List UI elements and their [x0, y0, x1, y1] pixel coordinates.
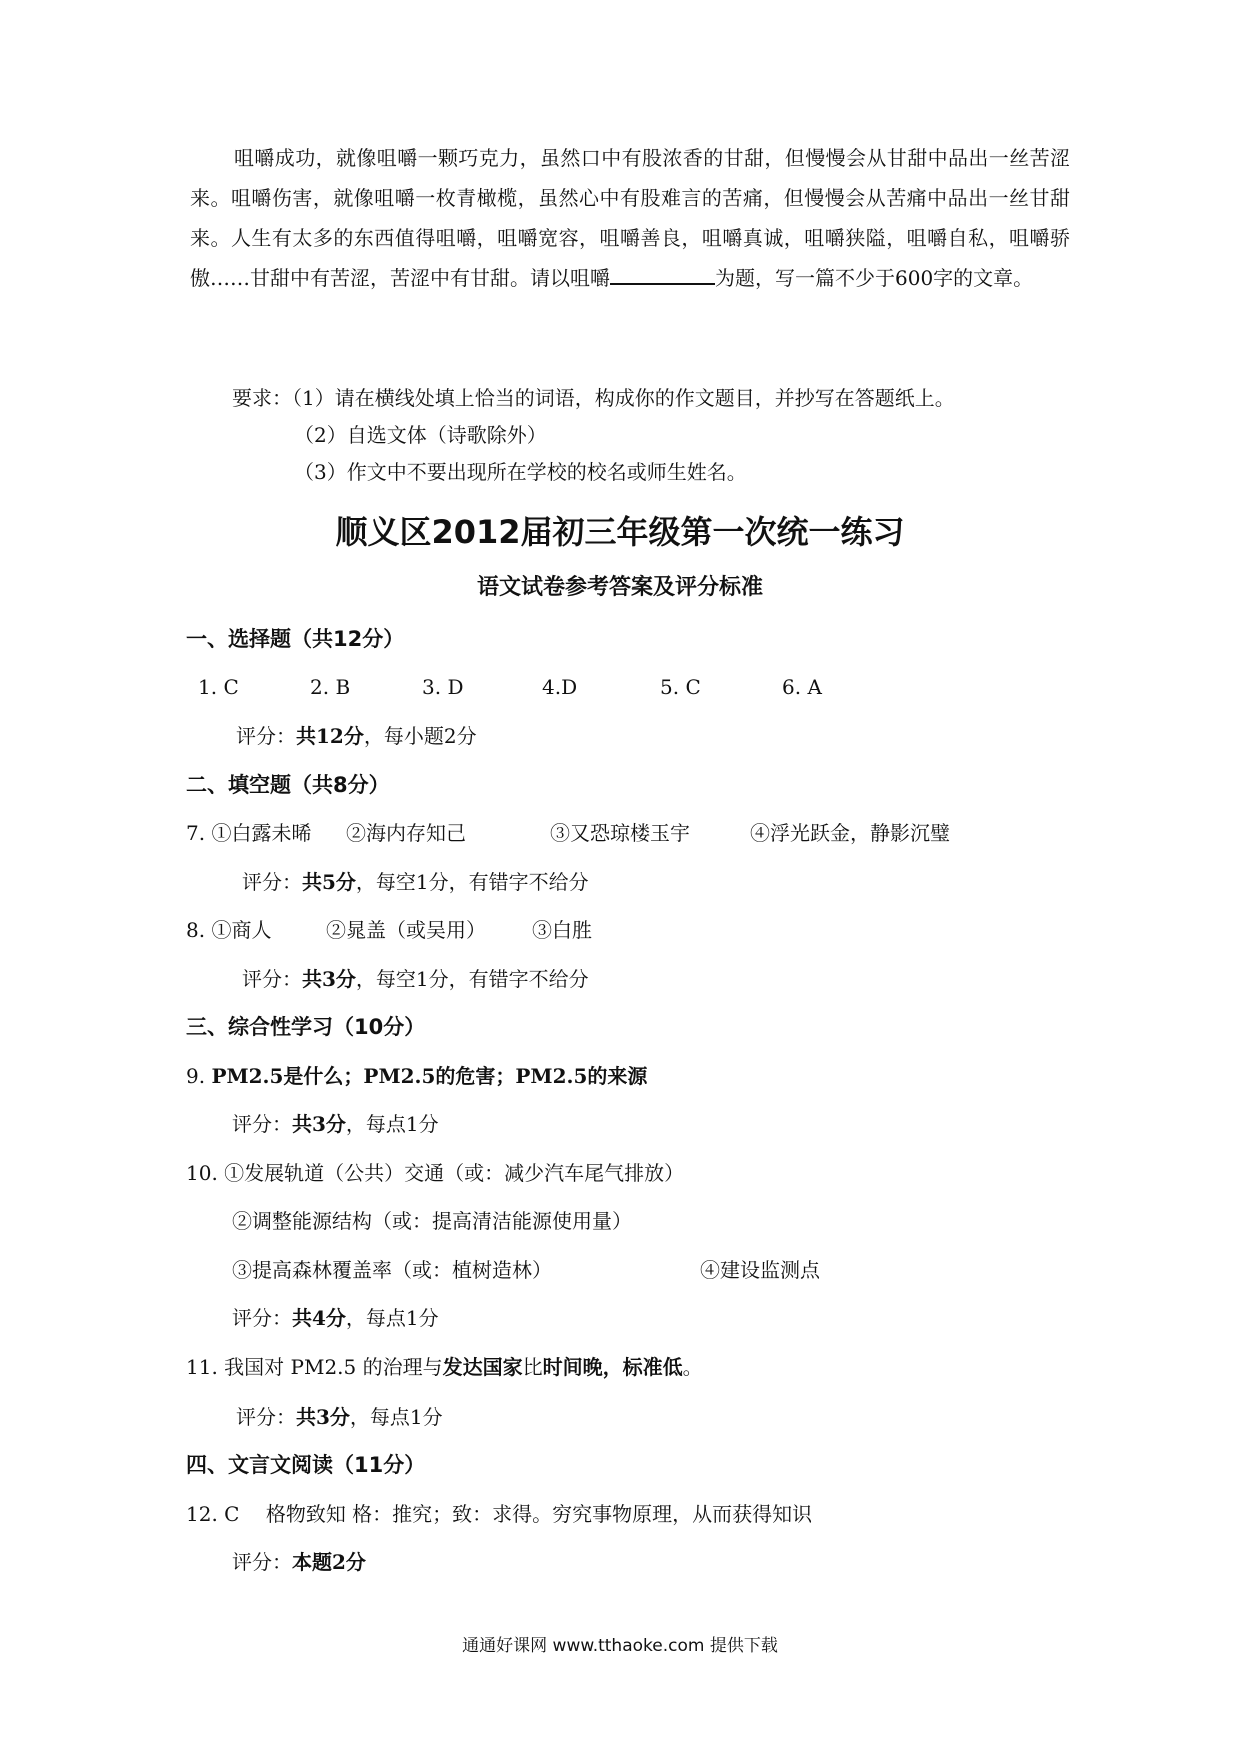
q10-answer-1: 10. ①发展轨道（公共）交通（或：减少汽车尾气排放）: [186, 1161, 685, 1185]
q1-6-answers: [198, 673, 822, 701]
score-label: 评分：: [232, 1306, 292, 1330]
score-total: 共3分: [292, 1112, 346, 1136]
q11-text-1: 11. 我国对 PM2.5 的治理与: [186, 1355, 443, 1379]
score-total: 共3分: [302, 967, 356, 991]
q9-text: PM2.5是什么；PM2.5的危害；PM2.5的来源: [211, 1064, 648, 1088]
score-label: 评分：: [236, 724, 296, 748]
q7-answer-1: 7. ①白露未晞: [186, 821, 312, 845]
score-detail: ，每点1分: [345, 1112, 439, 1136]
score-q8: [242, 965, 589, 993]
score-detail: ，每点1分: [349, 1405, 443, 1429]
section-heading-2: 二、填空题（共8分）: [186, 773, 390, 797]
q11-bold-1: 发达国家: [442, 1355, 523, 1379]
score-detail: ，每点1分: [345, 1306, 439, 1330]
score-q7: [242, 868, 589, 896]
section-heading-3: 三、综合性学习（10分）: [186, 1015, 426, 1039]
score-total: 本题2分: [292, 1550, 366, 1574]
q9-number: 9.: [186, 1064, 212, 1088]
score-total: 共5分: [302, 870, 356, 894]
score-label: 评分：: [232, 1112, 292, 1136]
score-total: 共12分: [296, 724, 364, 748]
q11-bold-2: 时间晚，标准低: [542, 1355, 683, 1379]
q7-answer-3: ③又恐琼楼玉宇: [550, 821, 690, 845]
q7-answer-2: ②海内存知己: [346, 821, 466, 845]
q10-answer-2: ②调整能源结构（或：提高清洁能源使用量）: [232, 1209, 632, 1233]
answer-3: 3. D: [422, 675, 464, 699]
score-detail: ，每空1分，有错字不给分: [355, 870, 589, 894]
score-detail: ，每小题2分: [363, 724, 477, 748]
q10-answer-3: ③提高森林覆盖率（或：植树造林）: [232, 1258, 552, 1282]
score-q9: [232, 1110, 439, 1138]
q11-answer: [186, 1353, 703, 1381]
score-label: 评分：: [232, 1550, 292, 1574]
q8-answer-3: ③白胜: [532, 918, 592, 942]
answer-5: 5. C: [660, 675, 701, 699]
footer-source: 通通好课网 www.tthaoke.com 提供下载: [462, 1636, 778, 1656]
requirement-1: 要求：（1）请在横线处填上恰当的词语，构成你的作文题目，并抄写在答题纸上。: [232, 386, 955, 410]
q11-text-2: 比: [522, 1355, 543, 1379]
section-heading-4: 四、文言文阅读（11分）: [186, 1453, 426, 1477]
q10-answer-4: ④建设监测点: [700, 1258, 820, 1282]
score-section-1: [236, 722, 477, 750]
requirement-2: （2）自选文体（诗歌除外）: [294, 423, 547, 447]
answer-6: 6. A: [782, 675, 822, 699]
q7-answers: [186, 819, 950, 847]
q8-answer-1: 8. ①商人: [186, 918, 272, 942]
score-q12: [232, 1548, 366, 1576]
score-q11: [236, 1403, 443, 1431]
score-q10: [232, 1304, 439, 1332]
title-blank-line: [610, 263, 715, 285]
page-title: 顺义区2012届初三年级第一次统一练习: [335, 513, 905, 551]
q12-answer: 12. C 格物致知 格：推究；致：求得。穷究事物原理，从而获得知识: [186, 1502, 813, 1526]
score-detail: ，每空1分，有错字不给分: [355, 967, 589, 991]
answer-4: 4.D: [542, 675, 578, 699]
score-label: 评分：: [242, 967, 302, 991]
section-heading-1: 一、选择题（共12分）: [186, 627, 405, 651]
essay-prompt: [190, 138, 1070, 298]
score-total: 共4分: [292, 1306, 346, 1330]
essay-prompt-text-end: 为题，写一篇不少于600字的文章。: [715, 266, 1034, 290]
requirement-3: （3）作文中不要出现所在学校的校名或师生姓名。: [294, 460, 747, 484]
score-label: 评分：: [242, 870, 302, 894]
q7-answer-4: ④浮光跃金，静影沉璧: [750, 821, 950, 845]
score-total: 共3分: [296, 1405, 350, 1429]
q8-answers: [186, 916, 592, 944]
q9-answer: [186, 1062, 647, 1090]
q11-text-3: 。: [682, 1355, 703, 1379]
q8-answer-2: ②晁盖（或吴用）: [326, 918, 486, 942]
answer-1: 1. C: [198, 675, 239, 699]
answer-2: 2. B: [310, 675, 351, 699]
score-label: 评分：: [236, 1405, 296, 1429]
page-subtitle: 语文试卷参考答案及评分标准: [476, 575, 763, 600]
essay-prompt-text: 咀嚼成功，就像咀嚼一颗巧克力，虽然口中有股浓香的甘甜，但慢慢会从甘甜中品出一丝苦涩来。咀嚼伤害，就像咀嚼一枚青橄榄，虽然心中有股难言的苦痛，但慢慢会从苦痛中品出一丝甘甜来。人生有太多的东西值得咀嚼，咀嚼宽容，咀嚼善良，咀嚼真诚，咀嚼狭隘，咀嚼自私，咀嚼骄傲……甘甜中有苦涩，苦涩中有甘甜。请以咀嚼: [190, 146, 1070, 290]
